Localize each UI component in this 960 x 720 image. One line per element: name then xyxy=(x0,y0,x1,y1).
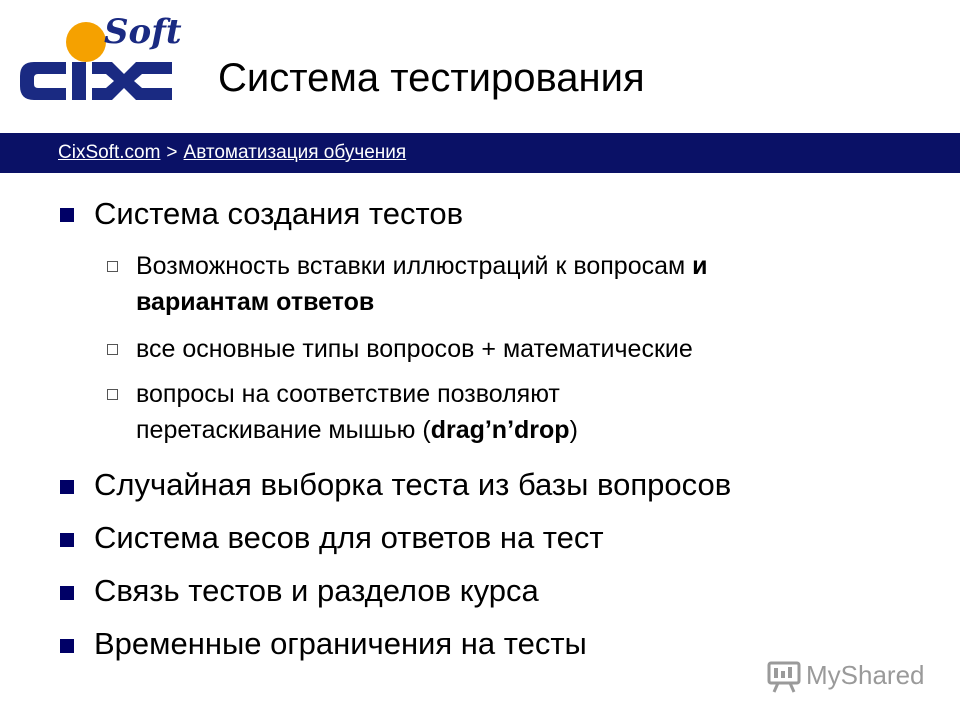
bullet-item: Система весов для ответов на тест xyxy=(94,520,604,555)
sub-bullet-bold-text: и xyxy=(692,252,708,280)
bullet-square-icon xyxy=(60,208,74,222)
breadcrumb xyxy=(58,142,406,164)
sub-bullet-text: Возможность вставки иллюстраций к вопросам xyxy=(136,252,693,280)
bullet-item: Система создания тестов xyxy=(94,196,464,231)
bullet-item: Временные ограничения на тесты xyxy=(94,626,587,661)
logo-letter-i xyxy=(72,62,86,100)
bullet-square-icon xyxy=(60,639,74,653)
logo-letter-x xyxy=(92,62,172,100)
bullet-item: Случайная выборка теста из базы вопросов xyxy=(94,467,732,502)
sub-bullet-item: все основные типы вопросов + математические xyxy=(136,335,693,363)
logo-sun xyxy=(66,22,106,62)
presentation-board-icon xyxy=(766,658,802,694)
logo-letter-c xyxy=(20,62,66,100)
breadcrumb-separator: > xyxy=(166,142,178,163)
nav-bar xyxy=(0,133,960,173)
breadcrumb-link-section[interactable]: Автоматизация обучения xyxy=(183,142,407,163)
sub-bullet-checkbox-icon xyxy=(107,261,118,272)
sub-bullet-checkbox-icon xyxy=(107,389,118,400)
page-title: Система тестирования xyxy=(218,56,645,100)
sub-bullet-text: ) xyxy=(569,416,578,444)
myshared-watermark xyxy=(766,656,936,696)
bullet-square-icon xyxy=(60,480,74,494)
bullet-item: Связь тестов и разделов курса xyxy=(94,573,539,608)
watermark-text: MyShared xyxy=(806,660,925,690)
sub-bullet-text: перетаскивание мышью ( xyxy=(136,416,431,444)
sub-bullet-checkbox-icon xyxy=(107,344,118,355)
sub-bullet-item xyxy=(136,376,578,448)
bullet-square-icon xyxy=(60,533,74,547)
breadcrumb-link-home[interactable]: CixSoft.com xyxy=(58,142,161,163)
sub-bullet-bold-text: вариантам ответов xyxy=(136,288,375,316)
sub-bullet-item xyxy=(136,248,708,320)
bullet-square-icon xyxy=(60,586,74,600)
sub-bullet-text: вопросы на соответствие позволяют xyxy=(136,380,560,408)
cixsoft-logo xyxy=(14,12,186,110)
logo-soft-word: Soft xyxy=(104,12,182,52)
sub-bullet-bold-text: drag’n’drop xyxy=(430,416,570,444)
